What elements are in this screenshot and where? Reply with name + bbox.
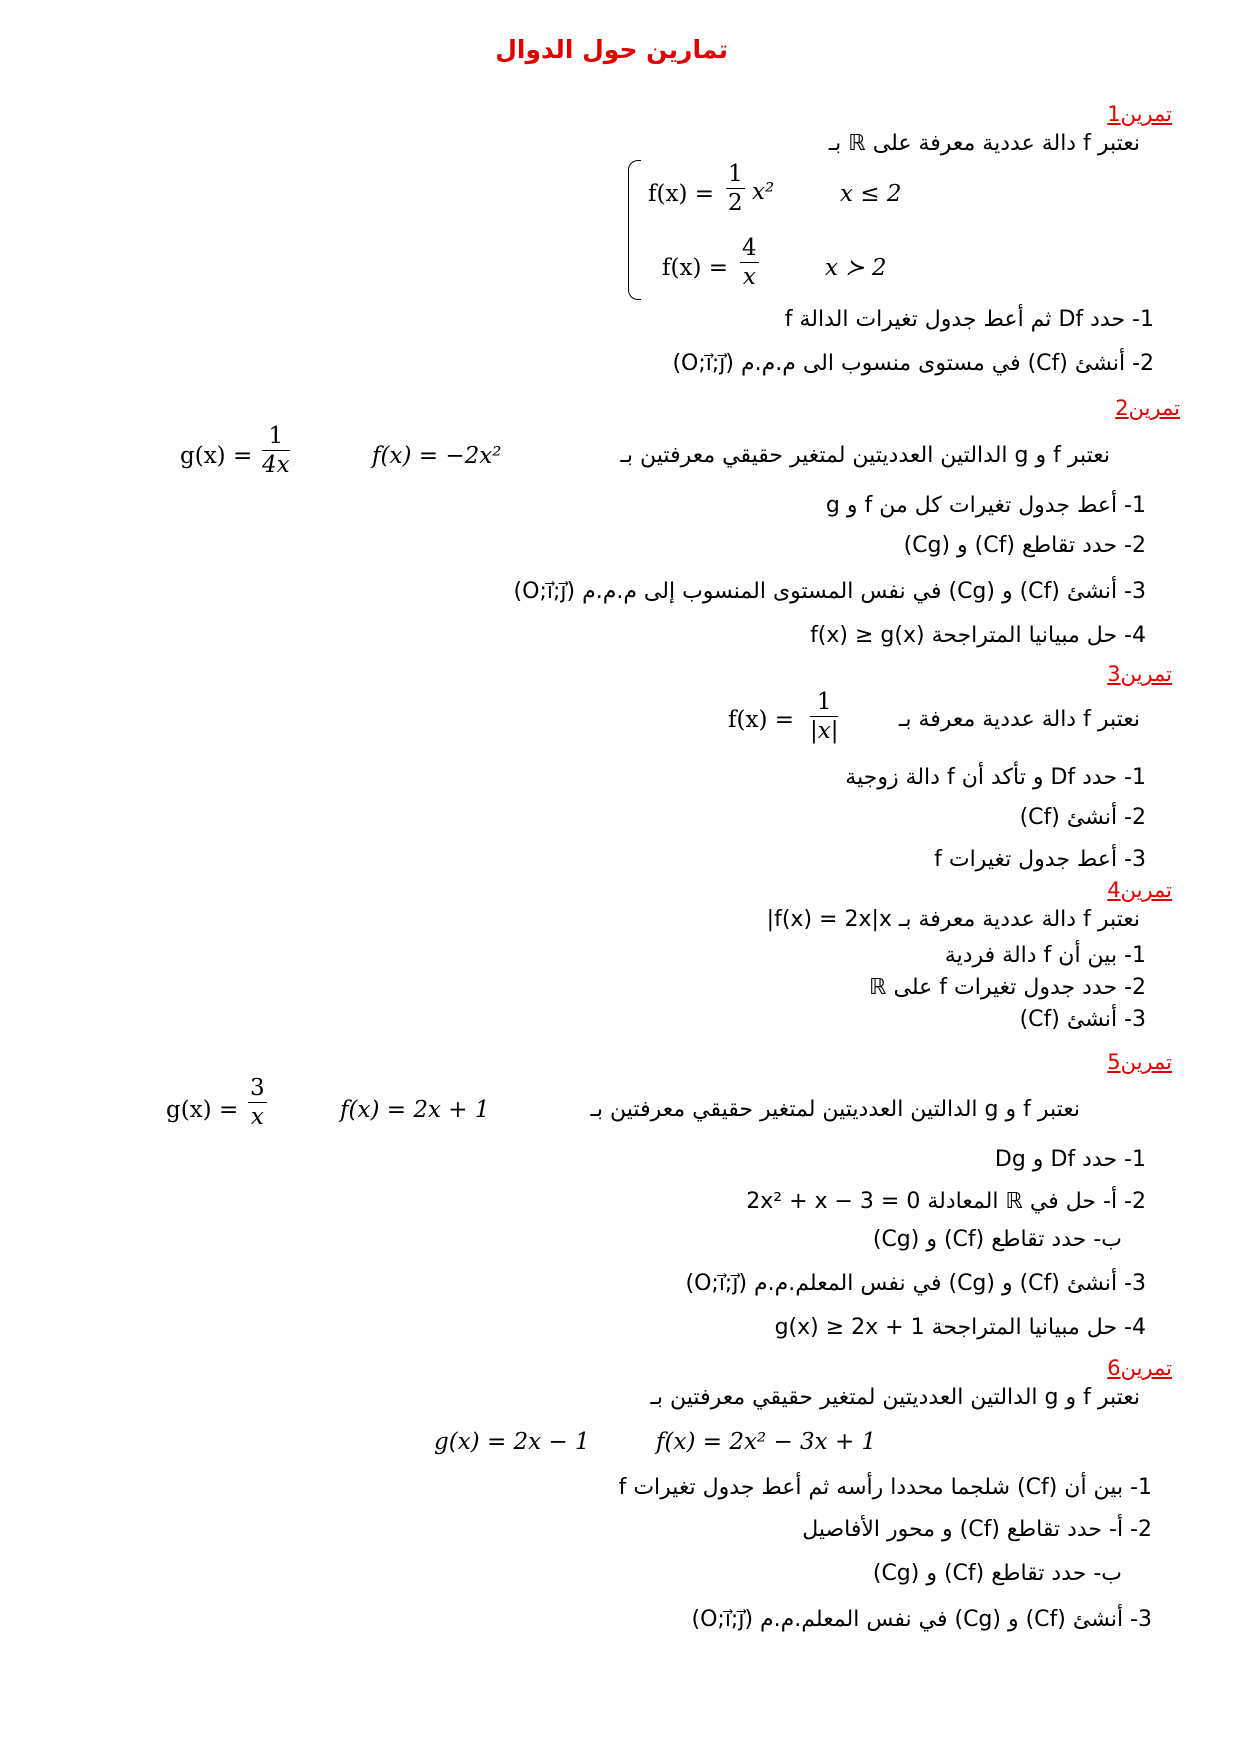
exercise-6-question-1: 1- بين أن (Cf) شلجما محددا رأسه ثم أعط جدول تغيرات f	[618, 1475, 1152, 1500]
exercise-3-question-1: 1- حدد Df و تأكد أن f دالة زوجية	[845, 765, 1146, 790]
exercise-5-question-4: 4- حل مبيانيا المتراجحة g(x) ≥ 2x + 1	[774, 1315, 1146, 1340]
piece-1-lhs: f(x) =	[648, 181, 715, 207]
exercise-2-f-expression: f(x) = −2x²	[372, 443, 502, 469]
exercise-4-question-1: 1- بين أن f دالة فردية	[944, 943, 1146, 968]
piece-1-numerator: 1	[728, 161, 743, 187]
exercise-3-question-3: 3- أعط جدول تغيرات f	[934, 847, 1146, 872]
exercise-5-g-lhs: g(x) =	[166, 1097, 239, 1123]
exercise-2-intro: نعتبر f و g الدالتين العدديتين لمتغير حقيقي معرفتين بـ	[620, 443, 1110, 468]
piece-2-numerator: 4	[742, 235, 757, 261]
exercise-2-g-fraction	[262, 422, 290, 479]
exercise-4-intro: نعتبر f دالة عددية معرفة بـ f(x) = 2x|x|	[766, 907, 1140, 932]
exercise-3-question-2: 2- أنشئ (Cf)	[1019, 805, 1146, 830]
exercise-1-question-1: 1- حدد Df ثم أعط جدول تغيرات الدالة f	[784, 307, 1154, 332]
exercise-6-f-expression: f(x) = 2x² − 3x + 1	[656, 1429, 877, 1455]
piece-1-denominator: 2	[728, 190, 743, 216]
exercise-4-question-3: 3- أنشئ (Cf)	[1019, 1007, 1146, 1032]
exercise-5-f-expression: f(x) = 2x + 1	[340, 1097, 490, 1123]
piece-2-lhs: f(x) =	[662, 255, 729, 281]
exercise-2-label: تمرين2	[1115, 396, 1180, 420]
exercise-2-g-lhs: g(x) =	[180, 443, 253, 469]
piece-1-condition: x ≤ 2	[840, 181, 902, 207]
exercise-2-question-2: 2- حدد تقاطع (Cf) و (Cg)	[903, 533, 1146, 558]
exercise-5-question-3: 3- أنشئ (Cf) و (Cg) في نفس المعلم.م.م (O;i⃗;j⃗)	[685, 1271, 1146, 1296]
exercise-5-g-numerator: 3	[250, 1075, 265, 1101]
piece-2-fraction	[740, 234, 759, 291]
exercise-6-question-3: 3- أنشئ (Cf) و (Cg) في نفس المعلم.م.م (O;i⃗;j⃗)	[691, 1607, 1152, 1632]
exercise-3-f-fraction	[810, 688, 838, 745]
exercise-1-intro: نعتبر f دالة عددية معرفة على ℝ بـ	[828, 131, 1140, 156]
piece-1-fraction	[726, 160, 745, 217]
exercise-2-g-numerator: 1	[262, 422, 290, 451]
exercise-5-g-fraction	[248, 1074, 267, 1131]
exercise-2-g-denominator: 4x	[262, 452, 290, 478]
exercise-3-f-lhs: f(x) =	[728, 707, 795, 733]
exercise-5-g-denominator: x	[250, 1104, 264, 1130]
exercise-5-question-2a: 2- أ- حل في ℝ المعادلة 2x² + x − 3 = 0	[746, 1189, 1146, 1214]
exercise-3-intro: نعتبر f دالة عددية معرفة بـ	[898, 707, 1140, 732]
exercise-3-label: تمرين3	[1107, 662, 1172, 686]
piecewise-brace	[628, 160, 641, 300]
exercise-2-question-4: 4- حل مبيانيا المتراجحة f(x) ≥ g(x)	[810, 623, 1146, 648]
exercise-1-label: تمرين1	[1107, 102, 1172, 126]
exercise-1-question-2: 2- أنشئ (Cf) في مستوى منسوب الى م.م.م (O;i⃗;j⃗)	[672, 351, 1154, 376]
exercise-6-intro: نعتبر f و g الدالتين العدديتين لمتغير حقيقي معرفتين بـ	[650, 1385, 1140, 1410]
exercise-5-label: تمرين5	[1107, 1050, 1172, 1074]
piece-2-denominator: x	[742, 264, 756, 290]
exercise-2-question-1: 1- أعط جدول تغيرات كل من f و g	[825, 493, 1146, 518]
exercise-4-label: تمرين4	[1107, 878, 1172, 902]
exercise-6-label: تمرين6	[1107, 1356, 1172, 1380]
exercise-3-f-numerator: 1	[810, 688, 838, 717]
exercise-6-g-expression: g(x) = 2x − 1	[434, 1429, 590, 1455]
exercise-5-question-2b: ب- حدد تقاطع (Cf) و (Cg)	[872, 1227, 1122, 1252]
exercise-6-question-2b: ب- حدد تقاطع (Cf) و (Cg)	[872, 1561, 1122, 1586]
exercise-3-f-denominator: |x|	[810, 718, 839, 744]
page-title: تمارين حول الدوال	[495, 35, 728, 64]
exercise-2-question-3: 3- أنشئ (Cf) و (Cg) في نفس المستوى المنسوب إلى م.م.م (O;i⃗;j⃗)	[513, 579, 1146, 604]
piece-2-condition: x ≻ 2	[825, 255, 887, 281]
exercise-5-question-1: 1- حدد Df و Dg	[994, 1147, 1146, 1172]
exercise-6-question-2a: 2- أ- حدد تقاطع (Cf) و محور الأفاصيل	[802, 1517, 1152, 1542]
exercise-5-intro: نعتبر f و g الدالتين العدديتين لمتغير حقيقي معرفتين بـ	[590, 1097, 1080, 1122]
exercise-4-question-2: 2- حدد جدول تغيرات f على ℝ	[869, 975, 1146, 1000]
piece-1-tail: x²	[752, 179, 775, 205]
